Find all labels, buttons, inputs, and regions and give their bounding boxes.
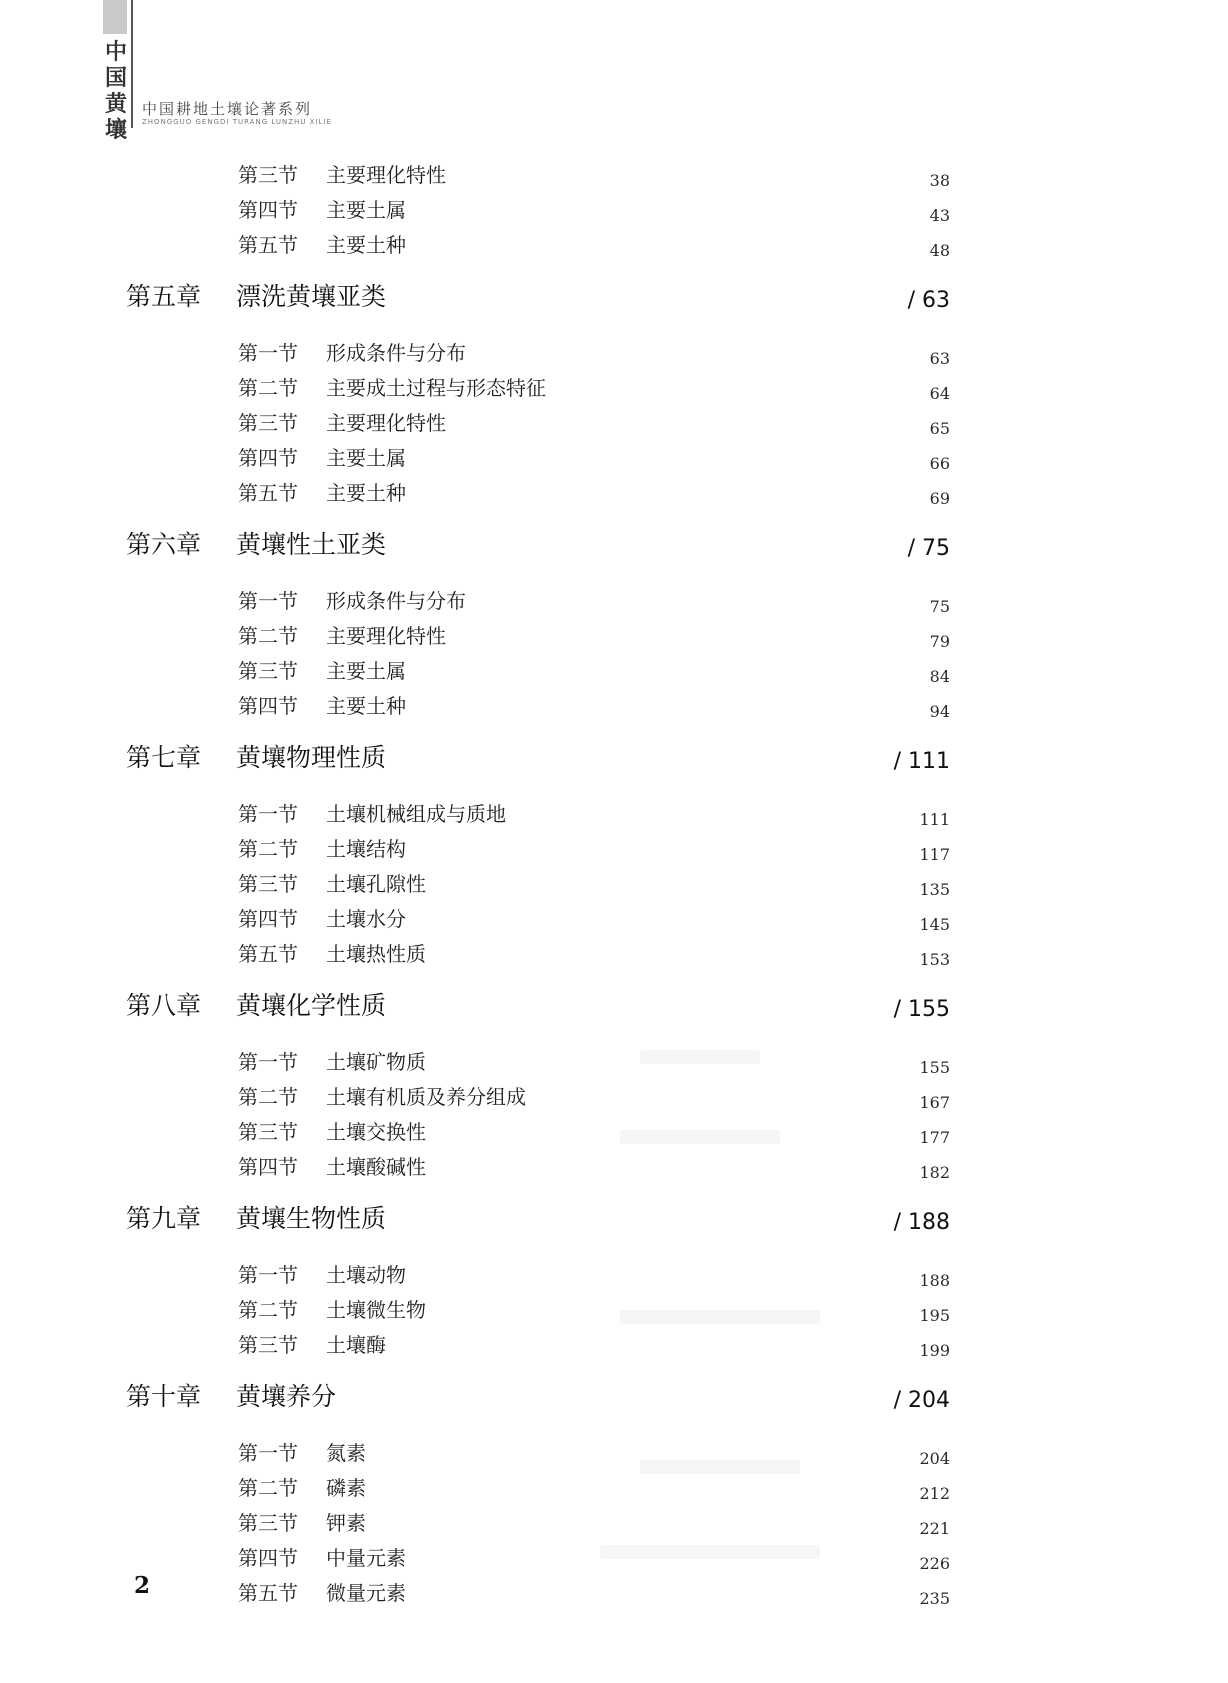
chapter-page: / 204	[893, 1388, 950, 1413]
section-number: 第二节	[238, 1298, 298, 1322]
toc-chapter-row	[0, 1202, 1228, 1235]
section-title: 主要土属	[326, 659, 406, 683]
toc-section-row	[0, 691, 1228, 721]
series-pinyin: ZHONGGUO GENGDI TURANG LUNZHU XILIE	[142, 118, 332, 126]
section-page: 145	[919, 915, 950, 934]
toc-section-row	[0, 1438, 1228, 1468]
section-page: 65	[929, 419, 950, 438]
section-page: 153	[919, 950, 950, 969]
section-number: 第一节	[238, 589, 298, 613]
section-page: 188	[919, 1271, 950, 1290]
toc-section-row	[0, 869, 1228, 899]
section-number: 第五节	[238, 233, 298, 257]
section-page: 63	[929, 349, 950, 368]
section-number: 第五节	[238, 1581, 298, 1605]
section-page: 177	[919, 1128, 950, 1147]
section-title: 主要理化特性	[326, 624, 446, 648]
toc-section-row	[0, 1082, 1228, 1112]
chapter-title: 黄壤物理性质	[236, 743, 387, 772]
section-title: 主要成土过程与形态特征	[326, 376, 546, 400]
spine-decoration	[103, 0, 127, 34]
section-page: 111	[919, 810, 950, 829]
section-page: 66	[929, 454, 950, 473]
section-page: 204	[919, 1449, 950, 1468]
chapter-title: 黄壤性土亚类	[236, 530, 387, 559]
chapter-number: 第七章	[126, 743, 202, 772]
section-number: 第四节	[238, 694, 298, 718]
section-page: 75	[929, 597, 950, 616]
section-page: 226	[919, 1554, 950, 1573]
section-number: 第四节	[238, 907, 298, 931]
section-page: 135	[919, 880, 950, 899]
section-title: 土壤热性质	[326, 942, 426, 966]
toc-section-row	[0, 1578, 1228, 1608]
section-number: 第二节	[238, 376, 298, 400]
section-title: 形成条件与分布	[326, 589, 466, 613]
spine-rule	[131, 0, 133, 128]
section-number: 第四节	[238, 198, 298, 222]
section-title: 土壤酸碱性	[326, 1155, 426, 1179]
toc-section-row	[0, 1543, 1228, 1573]
section-title: 磷素	[326, 1476, 366, 1500]
section-number: 第一节	[238, 1050, 298, 1074]
section-number: 第四节	[238, 1155, 298, 1179]
section-number: 第二节	[238, 1476, 298, 1500]
toc-section-row	[0, 160, 1228, 190]
toc-section-row	[0, 230, 1228, 260]
section-page: 199	[919, 1341, 950, 1360]
toc-section-row	[0, 1047, 1228, 1077]
section-page: 64	[929, 384, 950, 403]
section-number: 第三节	[238, 411, 298, 435]
toc-section-row	[0, 834, 1228, 864]
toc-section-row	[0, 904, 1228, 934]
chapter-page: / 63	[907, 288, 950, 313]
section-page: 84	[929, 667, 950, 686]
section-page: 182	[919, 1163, 950, 1182]
section-title: 主要理化特性	[326, 163, 446, 187]
section-title: 土壤矿物质	[326, 1050, 426, 1074]
chapter-page: / 155	[893, 997, 950, 1022]
section-page: 117	[919, 845, 950, 864]
toc-chapter-row	[0, 989, 1228, 1022]
series-char: 黄	[104, 92, 127, 117]
toc-section-row	[0, 1473, 1228, 1503]
toc-section-row	[0, 586, 1228, 616]
section-number: 第一节	[238, 1263, 298, 1287]
section-title: 土壤有机质及养分组成	[326, 1085, 526, 1109]
section-number: 第三节	[238, 163, 298, 187]
section-title: 土壤交换性	[326, 1120, 426, 1144]
section-title: 主要土属	[326, 198, 406, 222]
series-vertical-title	[103, 40, 129, 144]
toc-section-row	[0, 621, 1228, 651]
section-number: 第二节	[238, 624, 298, 648]
section-title: 土壤动物	[326, 1263, 406, 1287]
toc-section-row	[0, 1117, 1228, 1147]
chapter-page: / 188	[893, 1210, 950, 1235]
toc-section-row	[0, 1508, 1228, 1538]
toc-section-row	[0, 443, 1228, 473]
toc-section-row	[0, 195, 1228, 225]
chapter-title: 黄壤生物性质	[236, 1204, 387, 1233]
section-page: 43	[929, 206, 950, 225]
toc-chapter-row	[0, 1380, 1228, 1413]
section-number: 第四节	[238, 446, 298, 470]
section-title: 主要土属	[326, 446, 406, 470]
section-title: 主要土种	[326, 481, 406, 505]
section-title: 形成条件与分布	[326, 341, 466, 365]
chapter-title: 黄壤养分	[236, 1382, 337, 1411]
section-number: 第四节	[238, 1546, 298, 1570]
page-number: 2	[134, 1572, 151, 1599]
toc-section-row	[0, 1330, 1228, 1360]
section-page: 155	[919, 1058, 950, 1077]
section-title: 土壤结构	[326, 837, 406, 861]
series-char: 国	[104, 66, 127, 91]
section-page: 167	[919, 1093, 950, 1112]
section-number: 第三节	[238, 659, 298, 683]
section-title: 主要理化特性	[326, 411, 446, 435]
section-title: 主要土种	[326, 233, 406, 257]
toc-chapter-row	[0, 528, 1228, 561]
chapter-number: 第五章	[126, 282, 202, 311]
series-char: 中	[104, 40, 127, 65]
toc-section-row	[0, 1152, 1228, 1182]
toc-section-row	[0, 799, 1228, 829]
series-title: 中国耕地土壤论著系列	[142, 100, 313, 118]
toc-chapter-row	[0, 741, 1228, 774]
chapter-title: 黄壤化学性质	[236, 991, 387, 1020]
section-page: 221	[919, 1519, 950, 1538]
section-number: 第三节	[238, 1511, 298, 1535]
section-page: 195	[919, 1306, 950, 1325]
section-title: 中量元素	[326, 1546, 406, 1570]
chapter-title: 漂洗黄壤亚类	[236, 282, 387, 311]
section-page: 235	[919, 1589, 950, 1608]
section-number: 第三节	[238, 872, 298, 896]
chapter-number: 第十章	[126, 1382, 202, 1411]
chapter-page: / 111	[893, 749, 950, 774]
section-title: 主要土种	[326, 694, 406, 718]
chapter-number: 第八章	[126, 991, 202, 1020]
section-title: 氮素	[326, 1441, 366, 1465]
toc-section-row	[0, 1260, 1228, 1290]
section-title: 土壤微生物	[326, 1298, 426, 1322]
section-number: 第二节	[238, 1085, 298, 1109]
toc-chapter-row	[0, 280, 1228, 313]
section-number: 第一节	[238, 1441, 298, 1465]
chapter-number: 第六章	[126, 530, 202, 559]
section-number: 第二节	[238, 837, 298, 861]
section-page: 69	[929, 489, 950, 508]
toc-section-row	[0, 1295, 1228, 1325]
section-page: 48	[929, 241, 950, 260]
chapter-page: / 75	[907, 536, 950, 561]
toc-section-row	[0, 656, 1228, 686]
section-title: 土壤机械组成与质地	[326, 802, 506, 826]
section-title: 土壤水分	[326, 907, 406, 931]
section-page: 94	[929, 702, 950, 721]
series-char: 壤	[104, 118, 127, 143]
chapter-number: 第九章	[126, 1204, 202, 1233]
section-title: 土壤酶	[326, 1333, 386, 1357]
section-title: 土壤孔隙性	[326, 872, 426, 896]
toc-section-row	[0, 478, 1228, 508]
section-number: 第一节	[238, 341, 298, 365]
section-number: 第五节	[238, 481, 298, 505]
toc-section-row	[0, 338, 1228, 368]
section-title: 微量元素	[326, 1581, 406, 1605]
section-page: 38	[929, 171, 950, 190]
toc-section-row	[0, 373, 1228, 403]
section-number: 第一节	[238, 802, 298, 826]
section-page: 212	[919, 1484, 950, 1503]
section-number: 第五节	[238, 942, 298, 966]
section-title: 钾素	[326, 1511, 366, 1535]
section-number: 第三节	[238, 1333, 298, 1357]
toc-section-row	[0, 408, 1228, 438]
toc-section-row	[0, 939, 1228, 969]
section-page: 79	[929, 632, 950, 651]
section-number: 第三节	[238, 1120, 298, 1144]
